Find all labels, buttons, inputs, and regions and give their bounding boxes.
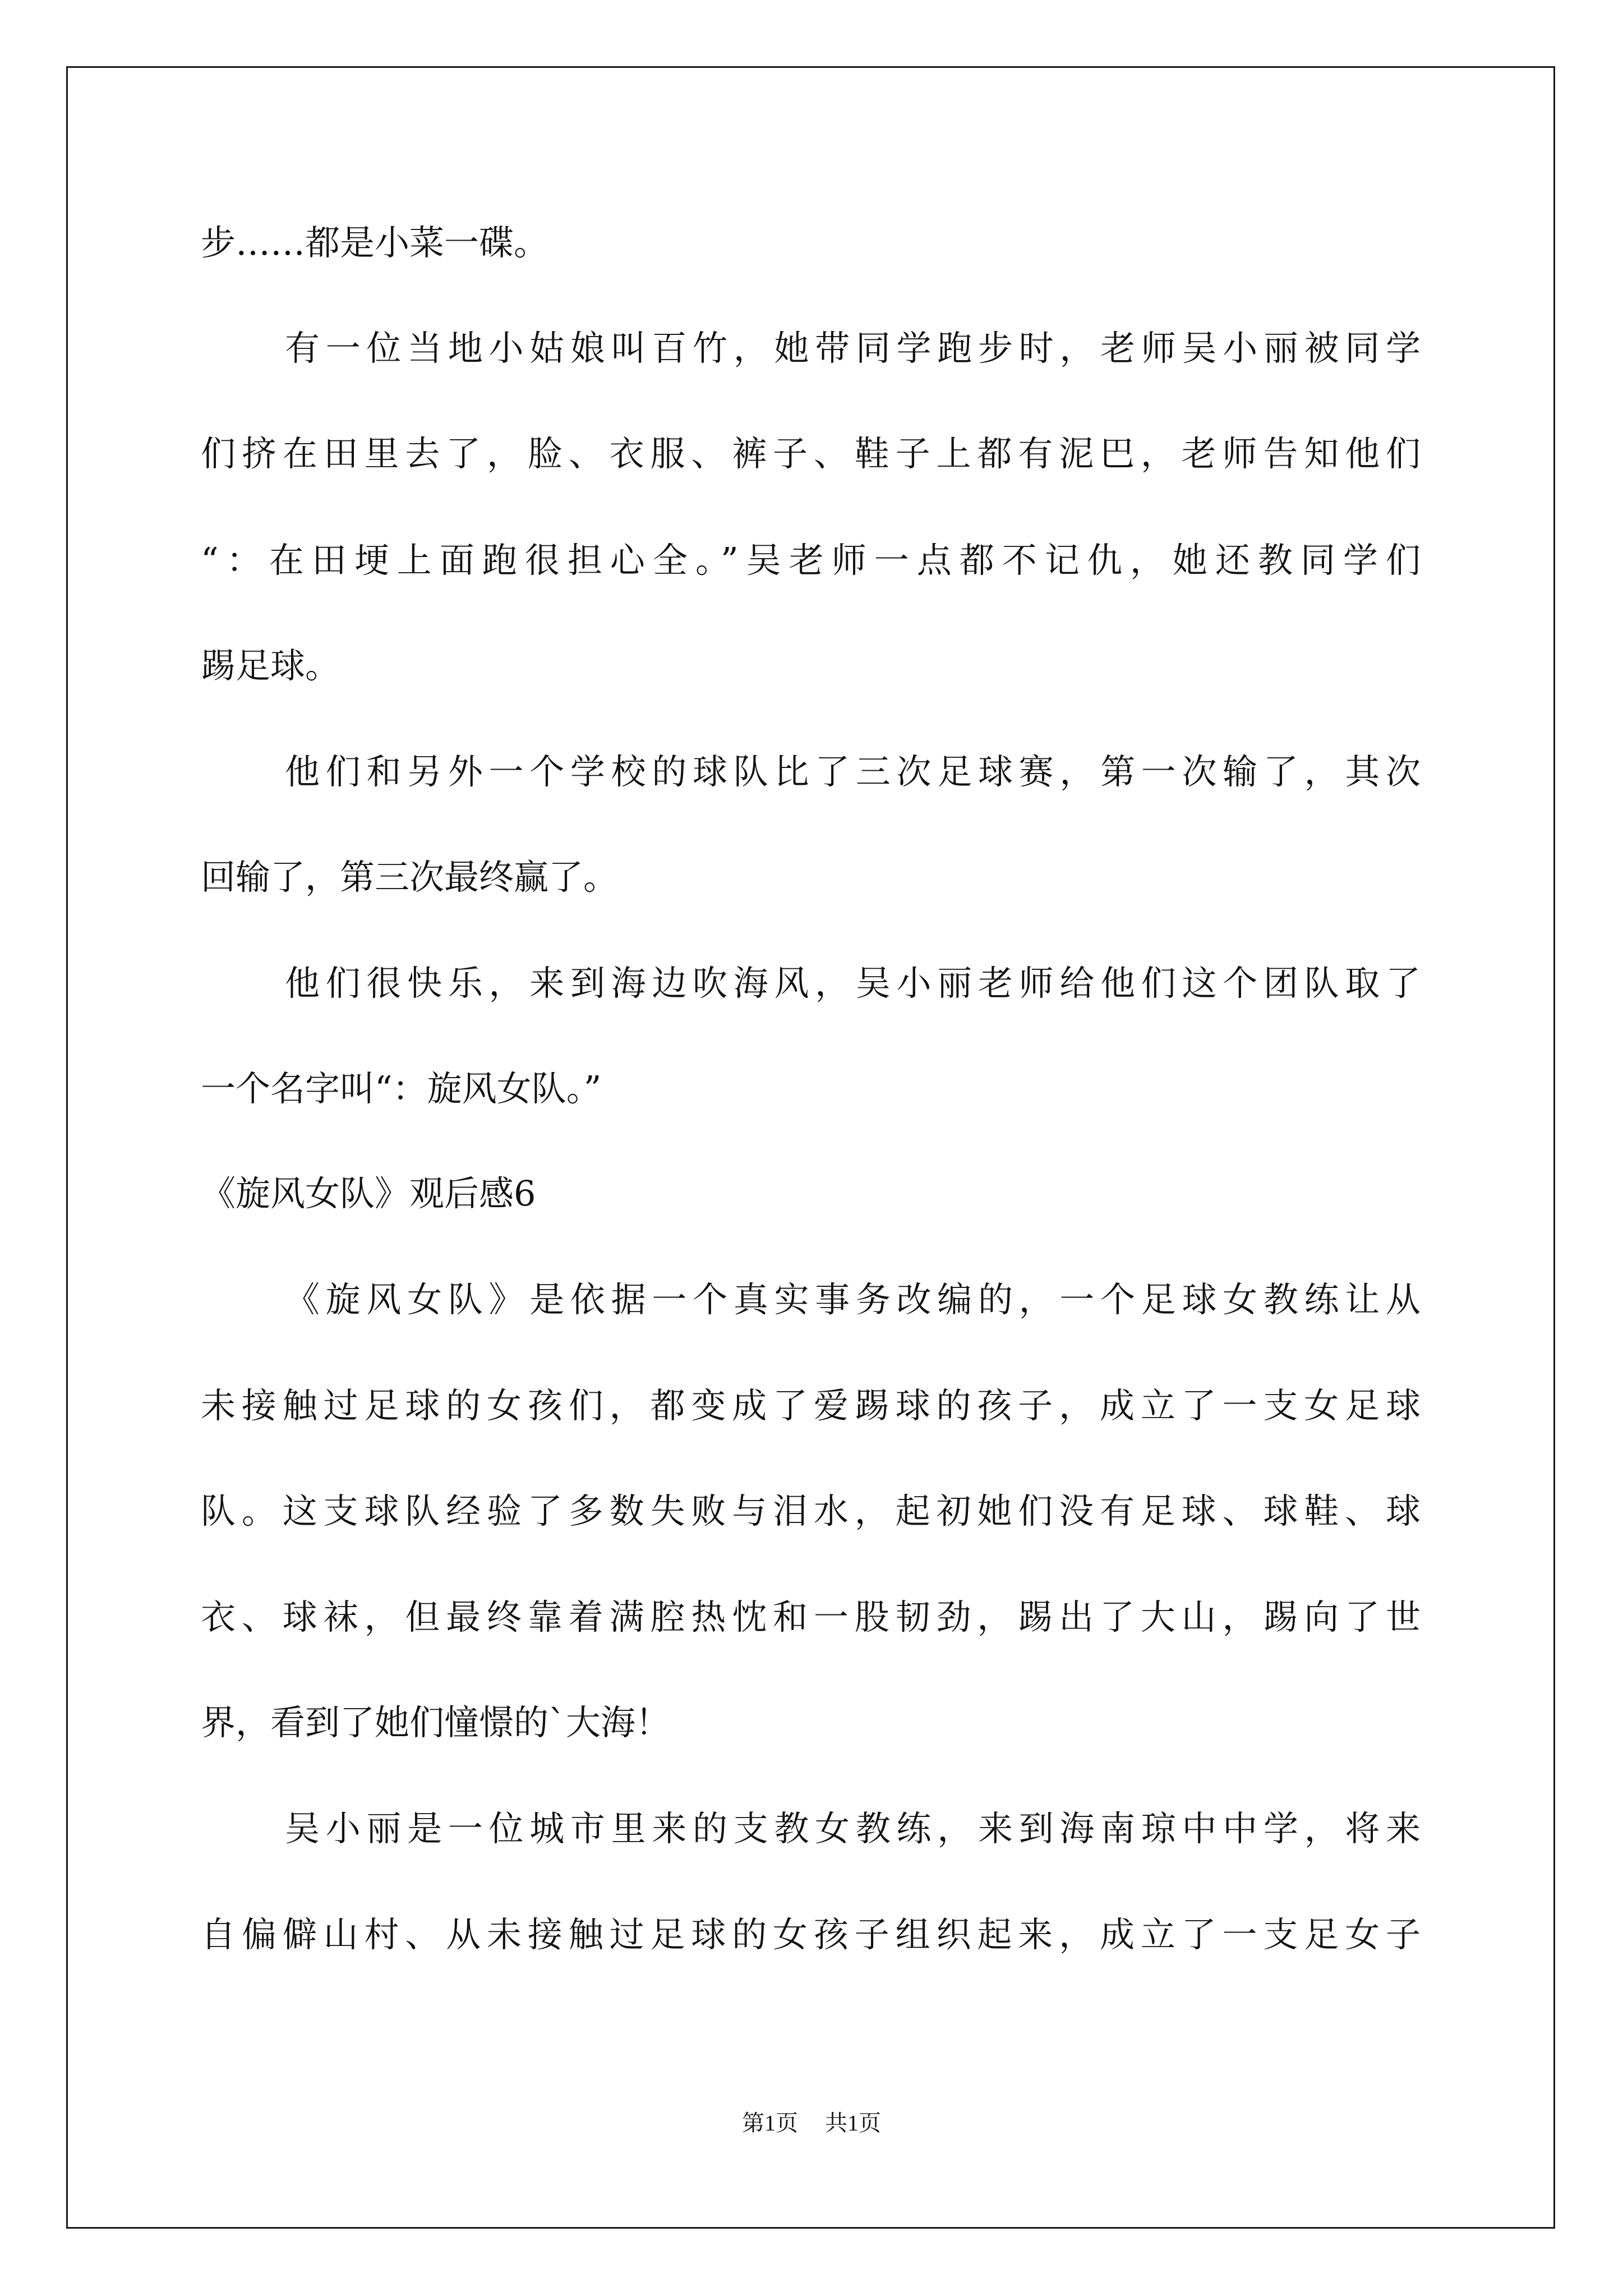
paragraph-line: 队。这支球队经验了多数失败与泪水，起初她们没有足球、球鞋、球 <box>201 1490 1421 1531</box>
paragraph-line: 未接触过足球的女孩们，都变成了爱踢球的孩子，成立了一支女足球 <box>201 1385 1421 1426</box>
page-border <box>66 66 1555 2229</box>
paragraph-line: 自偏僻山村、从未接触过足球的女孩子组织起来，成立了一支足女子 <box>201 1914 1421 1955</box>
paragraph-line: “：在田埂上面跑很担心全。”吴老师一点都不记仇，她还教同学们 <box>201 540 1421 581</box>
paragraph-line: 们挤在田里去了，脸、衣服、裤子、鞋子上都有泥巴，老师告知他们 <box>201 433 1421 474</box>
paragraph-line: 他们很快乐，来到海边吹海风，吴小丽老师给他们这个团队取了 <box>285 963 1421 1004</box>
page-footer <box>0 2112 1623 2134</box>
paragraph-line: 吴小丽是一位城市里来的支教女教练，来到海南琼中中学，将来 <box>285 1808 1421 1849</box>
page-number-total: 共1页 <box>825 2110 881 2136</box>
section-heading: 《旋风女队》观后感6 <box>201 1173 536 1214</box>
page-number-current: 第1页 <box>742 2110 798 2136</box>
paragraph-line: 踢足球。 <box>201 645 340 686</box>
paragraph-line: 衣、球袜，但最终靠着满腔热忱和一股韧劲，踢出了大山，踢向了世 <box>201 1596 1421 1637</box>
paragraph-line: 回输了，第三次最终赢了。 <box>201 857 619 898</box>
paragraph-line: 《旋风女队》是依据一个真实事务改编的，一个足球女教练让从 <box>285 1279 1421 1320</box>
paragraph-line: 一个名字叫“：旋风女队。” <box>201 1068 602 1109</box>
paragraph-line: 界，看到了她们憧憬的`大海！ <box>201 1702 671 1743</box>
paragraph-line: 他们和另外一个学校的球队比了三次足球赛，第一次输了，其次 <box>285 751 1421 792</box>
paragraph-line: 有一位当地小姑娘叫百竹，她带同学跑步时，老师吴小丽被同学 <box>285 328 1421 369</box>
paragraph-line: 步……都是小菜一碟。 <box>201 222 549 263</box>
